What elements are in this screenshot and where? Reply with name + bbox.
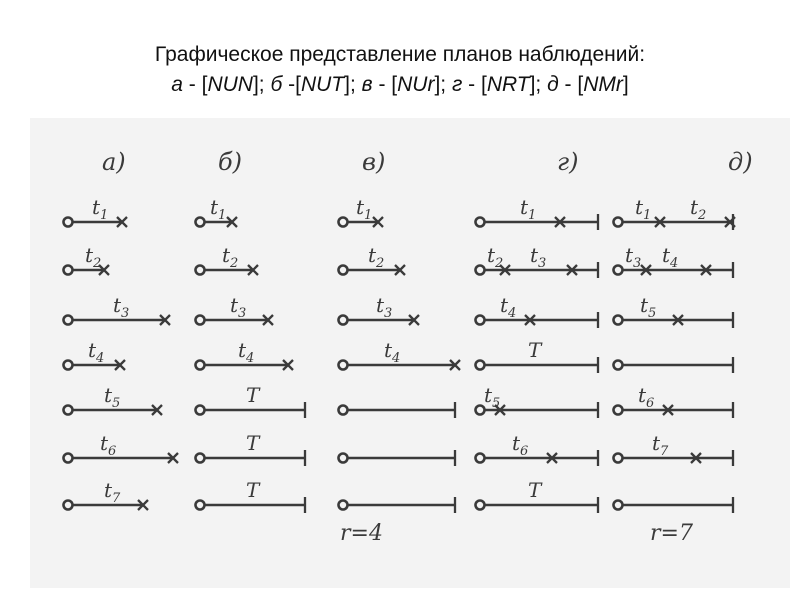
test-start-circle bbox=[196, 218, 205, 227]
column-header: д) bbox=[728, 148, 753, 176]
test-start-circle bbox=[339, 361, 348, 370]
plan-letter: д bbox=[547, 73, 559, 96]
time-label: $t_4$ bbox=[662, 243, 679, 271]
title-line-1: Графическое представление планов наблюдений: bbox=[154, 43, 646, 66]
test-start-circle bbox=[614, 361, 623, 370]
test-start-circle bbox=[339, 501, 348, 510]
time-label: $t_3$ bbox=[230, 293, 247, 321]
test-start-circle bbox=[196, 454, 205, 463]
time-label: $t_1$ bbox=[210, 195, 227, 223]
time-label: $t_1$ bbox=[635, 195, 652, 223]
time-label: $t_5$ bbox=[640, 293, 657, 321]
column-header: б) bbox=[218, 148, 243, 176]
test-start-circle bbox=[476, 266, 485, 275]
test-start-circle bbox=[196, 406, 205, 415]
title-line-2: а - [NUN]; б -[NUT]; в - [NUr]; г - [NRT]; д - [NMr] bbox=[171, 73, 629, 96]
plan-code: NRT bbox=[486, 73, 530, 96]
plan-code: NUr bbox=[397, 73, 435, 96]
time-label: $t_6$ bbox=[638, 383, 655, 411]
time-label: T bbox=[246, 431, 260, 455]
test-start-circle bbox=[196, 316, 205, 325]
time-label: $t_2$ bbox=[690, 195, 707, 223]
test-start-circle bbox=[64, 361, 73, 370]
time-label: $t_7$ bbox=[652, 431, 669, 459]
column-header: а) bbox=[102, 148, 126, 176]
test-start-circle bbox=[339, 316, 348, 325]
test-start-circle bbox=[196, 501, 205, 510]
time-label: $t_3$ bbox=[113, 293, 130, 321]
time-label: $t_4$ bbox=[384, 338, 401, 366]
time-label: T bbox=[246, 478, 260, 502]
column-header: в) bbox=[362, 148, 386, 176]
time-label: $t_2$ bbox=[487, 243, 504, 271]
test-start-circle bbox=[64, 266, 73, 275]
test-start-circle bbox=[339, 406, 348, 415]
test-start-circle bbox=[476, 454, 485, 463]
time-label: $t_2$ bbox=[368, 243, 385, 271]
time-label: $t_6$ bbox=[512, 431, 529, 459]
plan-letter: а bbox=[171, 73, 183, 96]
column-footer-r: r=7 bbox=[650, 521, 693, 546]
test-start-circle bbox=[64, 406, 73, 415]
time-label: $t_3$ bbox=[530, 243, 547, 271]
time-label: $t_4$ bbox=[238, 338, 255, 366]
plan-letter: в bbox=[361, 73, 373, 96]
plan-code: NMr bbox=[583, 73, 623, 96]
time-label: $t_4$ bbox=[88, 338, 105, 366]
test-start-circle bbox=[64, 316, 73, 325]
time-label: $t_5$ bbox=[484, 383, 501, 411]
time-label: T bbox=[528, 478, 542, 502]
test-start-circle bbox=[476, 501, 485, 510]
time-label: $t_5$ bbox=[104, 383, 121, 411]
plan-code: NUN bbox=[207, 73, 253, 96]
time-label: T bbox=[528, 338, 542, 362]
test-start-circle bbox=[614, 266, 623, 275]
time-label: $t_2$ bbox=[222, 243, 239, 271]
time-label: $t_1$ bbox=[92, 195, 109, 223]
test-start-circle bbox=[476, 218, 485, 227]
test-start-circle bbox=[64, 218, 73, 227]
time-label: $t_1$ bbox=[520, 195, 537, 223]
test-start-circle bbox=[614, 501, 623, 510]
time-label: $t_3$ bbox=[625, 243, 642, 271]
time-label: $t_6$ bbox=[100, 431, 117, 459]
time-label: $t_3$ bbox=[376, 293, 393, 321]
time-label: $t_7$ bbox=[104, 478, 121, 506]
test-start-circle bbox=[476, 316, 485, 325]
test-start-circle bbox=[614, 406, 623, 415]
plan-letter: б bbox=[270, 73, 283, 96]
test-start-circle bbox=[196, 266, 205, 275]
column-header: г) bbox=[557, 148, 579, 176]
plan-letter: г bbox=[451, 73, 463, 96]
test-start-circle bbox=[476, 361, 485, 370]
time-label: $t_2$ bbox=[85, 243, 102, 271]
test-start-circle bbox=[64, 501, 73, 510]
column-footer-r: r=4 bbox=[340, 521, 383, 546]
plan-code: NUT bbox=[300, 73, 345, 96]
time-label: T bbox=[246, 383, 260, 407]
test-start-circle bbox=[339, 454, 348, 463]
test-start-circle bbox=[614, 218, 623, 227]
test-start-circle bbox=[614, 316, 623, 325]
time-label: $t_1$ bbox=[356, 195, 373, 223]
test-start-circle bbox=[614, 454, 623, 463]
test-start-circle bbox=[339, 266, 348, 275]
test-start-circle bbox=[64, 454, 73, 463]
test-start-circle bbox=[339, 218, 348, 227]
test-start-circle bbox=[196, 361, 205, 370]
time-label: $t_4$ bbox=[500, 293, 517, 321]
